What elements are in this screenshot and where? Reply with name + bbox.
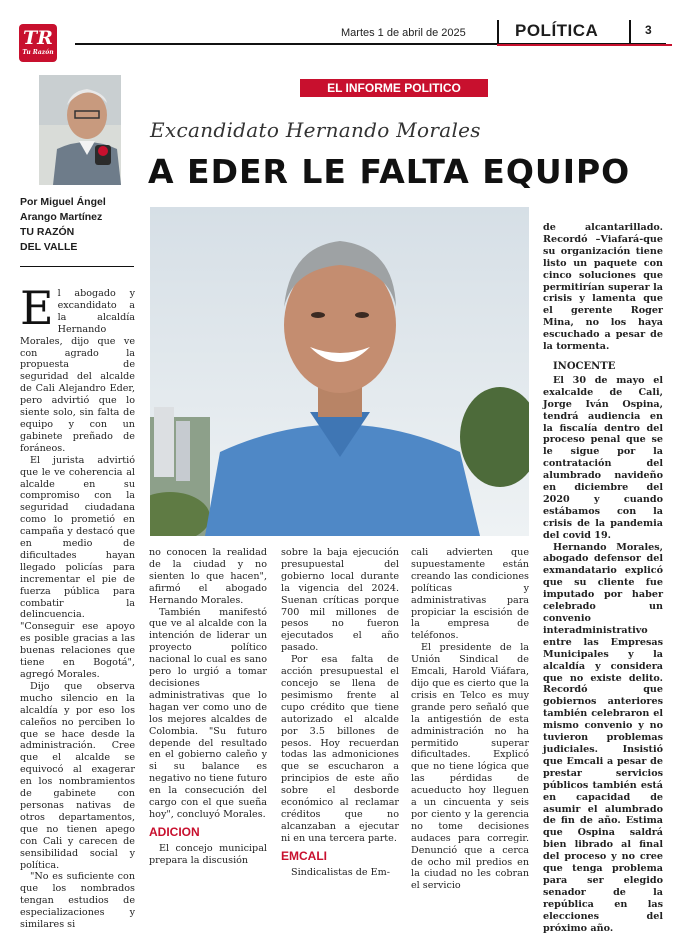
header-divider: [497, 20, 499, 43]
paragraph: El presidente de la Unión Sindical de Emcali, Harold Viáfara, dijo que es cierto que la crisis en Telco es muy grande pero señaló que la antigestión de esta administración no ha permitido superar dificultades. Explicó que no tiene lógica que las pérdidas de acueducto hoy lleguen a un cincuenta y seis por ciento y la gerencia no tome decisiones audaces para corregir. Denunció que a cerca de ocho mil predios en la ciudad no les cobran el servicio: [411, 642, 529, 892]
byline-rule: [20, 266, 134, 267]
byline-line: Arango Martínez: [20, 211, 103, 223]
paragraph: El 30 de mayo el exalcalde de Cali, Jorge Iván Ospina, tendrá audiencia en la fiscalía dentro del proceso penal que se le sigue por la contratación del alumbrado navideño en diciembre del 2020 y cuando estábamos con la crisis de la pandemia del covid 19.: [543, 374, 663, 541]
kicker: Excandidato Hernando Morales: [150, 118, 481, 142]
headline: A EDER LE FALTA EQUIPO: [148, 152, 631, 191]
paragraph: no conocen la realidad de la ciudad y no sienten lo que hacen", afirmó el abogado Hernando Morales.: [149, 547, 267, 606]
paragraph: Hernando Morales, abogado defensor del exmandatario explicó que su cliente fue imputado por haber celebrado un convenio interadministrativo entre las Empresas Municipales y la alcaldía y considera que no existe delito. Recordó que gobiernos anteriores también celebraron el mismo convenio y no tuvieron problemas judiciales. Insistió que Emcali a pesar de prestar servicios públicos también está en capacidad de asumir el alumbrado de fin de año. Estima que Ospina saldrá bien librado al final del proceso y no cree que tenga problema para ser elegido senador de la república en las elecciones del próximo año.: [543, 541, 663, 934]
paragraph: "No es suficiente con que los nombrados tengan estudios de especializaciones y similares si: [20, 871, 135, 931]
issue-date: Martes 1 de abril de 2025: [341, 27, 466, 39]
paragraph: El concejo municipal prepara la discusión: [149, 842, 267, 866]
article-column-1: [20, 281, 135, 931]
newspaper-logo: [19, 24, 57, 62]
paragraph: También manifestó que ve al alcalde con la intención de liderar un proyecto político nacional lo cual es sano pero lo urgió a tomar decisiones administrativas que lo hagan ver como uno de los mejores alcaldes de Colombia. "Su futuro depende del resultado en el gobierno caleño y si su balance es negativo no tiene futuro en la consecución del cargo con el que sueña hoy", concluyó Morales.: [149, 606, 267, 820]
paragraph: [20, 281, 135, 455]
article-column-3: [281, 547, 399, 878]
article-column-4: [411, 547, 529, 892]
section-underline: [497, 44, 672, 46]
paragraph: cali advierten que supuestamente están creando las condiciones políticas y administrativas para propiciar la escisión de la empresa de teléfonos.: [411, 547, 529, 642]
subhead: INOCENTE: [553, 360, 616, 372]
column-banner: EL INFORME POLITICO: [300, 79, 488, 97]
logo-subtext: Tu Razón: [22, 49, 54, 56]
section-name: POLÍTICA: [515, 21, 599, 40]
logo-text: TR: [23, 27, 53, 49]
paragraph: sobre la baja ejecución presupuestal del gobierno local durante la vigencia del 2024. Suenan críticas porque 700 mil millones de pesos no fueron ejecutados el año pasado.: [281, 547, 399, 654]
main-photo: [150, 207, 529, 536]
paragraph: de alcantarillado. Recordó –Viafará-que su organización tiene listo un paquete con cinco soluciones que permitirían superar la crisis y lamenta que el gerente Roger Mina, no los haya escuchado a pesar de la tormenta.: [543, 222, 663, 353]
byline: [20, 195, 140, 255]
paragraph: Dijo que observa mucho silencio en la alcaldía y por eso los caleños no perciben lo que se hace desde la administración. Cree que el alcalde se equivocó al exagerar en los nombramientos de gabinete con personas nativas de otros departamentos, que no tienen apego con Cali y carecen de sensibilidad social y política.: [20, 680, 135, 871]
page-number: 3: [645, 23, 652, 37]
paragraph: El jurista advirtió que le ve coherencia al alcalde en su compromiso con la seguridad ciudadana como lo prometió en campaña y destacó que en medio de dificultades hayan llegado policías para incrementar el pie de fuerza pública para combatir la delincuencia. "Conseguir ese apoyo es posible gracias a las buenas relaciones que tiene en Bogotá", agregó Morales.: [20, 454, 135, 680]
byline-line: TU RAZÓN: [20, 226, 75, 238]
paragraph: Por esa falta de acción presupuestal el concejo se llena de pesimismo frente al cupo crédito que tiene autorizado el alcalde por 3.5 billones de pesos. Hoy recuerdan todas las admoniciones que se escucharon a principios de este año sobre el desborde económico al reclamar créditos que no alcanzaban a ejecutar ni en una tercera parte.: [281, 654, 399, 844]
byline-line: Por Miguel Ángel: [20, 196, 106, 208]
byline-line: DEL VALLE: [20, 241, 78, 253]
author-photo: [39, 75, 121, 185]
subhead: EMCALI: [281, 848, 327, 863]
drop-cap: E: [20, 281, 54, 335]
article-column-2: [149, 547, 267, 867]
subhead: ADICION: [149, 824, 200, 839]
article-column-5: [543, 222, 663, 934]
paragraph: Sindicalistas de Em-: [291, 866, 390, 878]
header-divider: [629, 20, 631, 43]
paragraph-text: l abogado y excandidato a la alcaldía Hernando Morales, dijo que ve con agrado la propuesta de seguridad del alcalde de Cali Alejandro Eder, pero advirtió que lo siente solo, sin falta de equipo y con un gabinete preñado de foráneos.: [20, 288, 135, 454]
